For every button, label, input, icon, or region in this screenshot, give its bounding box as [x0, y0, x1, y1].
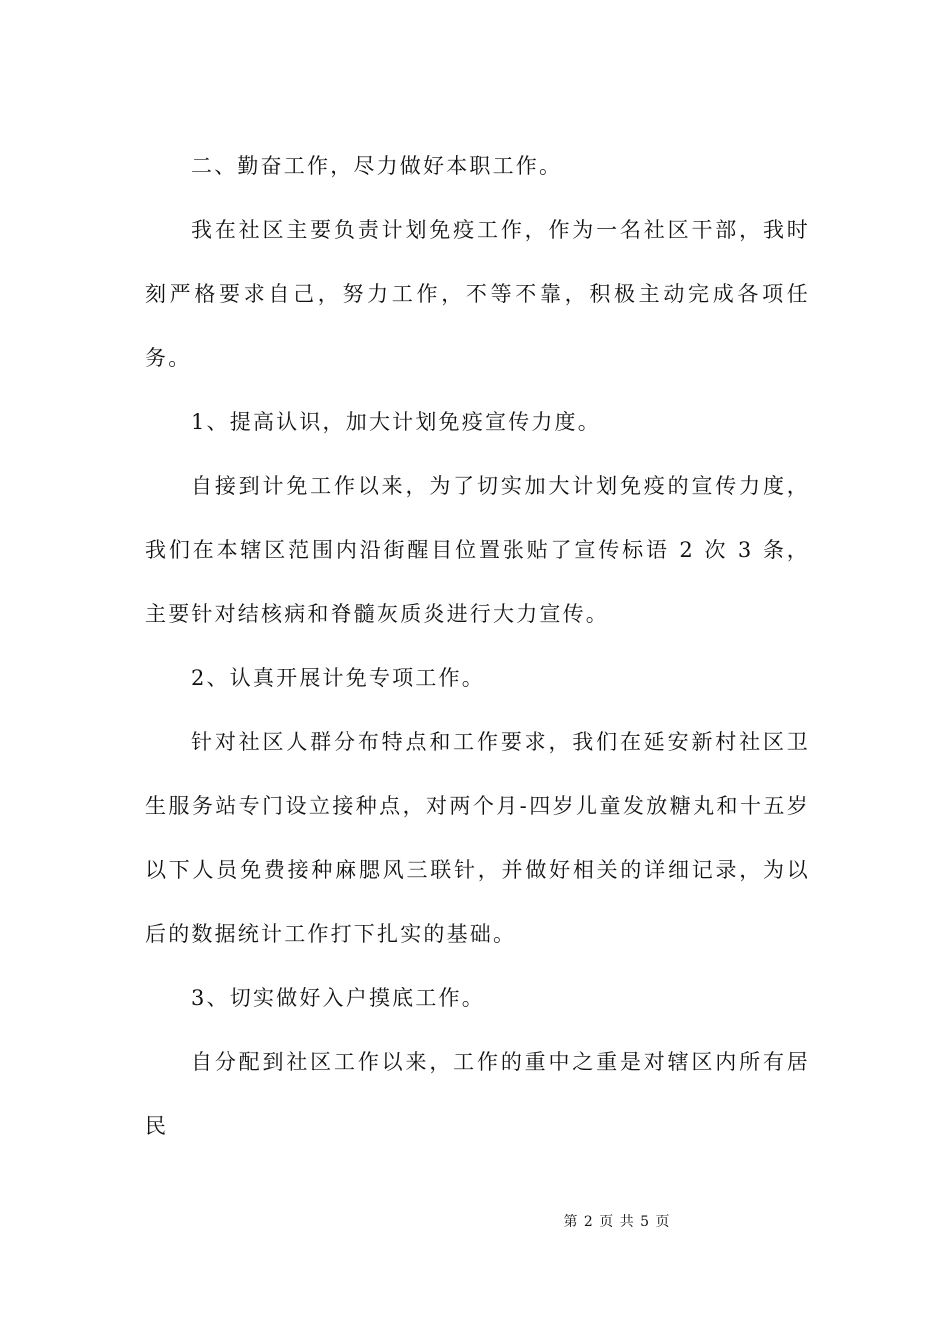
body-paragraph: 自接到计免工作以来，为了切实加大计划免疫的宣传力度，我们在本辖区范围内沿街醒目位置张贴了宣传标语 2 次 3 条，主要针对结核病和脊髓灰质炎进行大力宣传。: [145, 474, 810, 626]
page-footer: [0, 1211, 950, 1231]
subsection-heading-1: 1、提高认识，加大计划免疫宣传力度。: [191, 410, 601, 434]
subsection-heading-2: 2、认真开展计免专项工作。: [191, 666, 485, 690]
subsection-heading-3: 3、切实做好入户摸底工作。: [191, 986, 485, 1010]
body-paragraph: 针对社区人群分布特点和工作要求，我们在延安新村社区卫生服务站专门设立接种点，对两个月-四岁儿童发放糖丸和十五岁以下人员免费接种麻腮风三联针，并做好相关的详细记录，为以后的数据统计工作打下扎实的基础。: [145, 730, 810, 946]
document-body: [145, 134, 810, 1158]
body-paragraph: 我在社区主要负责计划免疫工作，作为一名社区干部，我时刻严格要求自己，努力工作，不等不靠，积极主动完成各项任务。: [145, 218, 810, 370]
section-heading-2: 二、勤奋工作，尽力做好本职工作。: [191, 154, 563, 178]
body-paragraph: 自分配到社区工作以来，工作的重中之重是对辖区内所有居民: [145, 1050, 810, 1138]
page-number: 第 2 页 共 5 页: [563, 1214, 671, 1230]
